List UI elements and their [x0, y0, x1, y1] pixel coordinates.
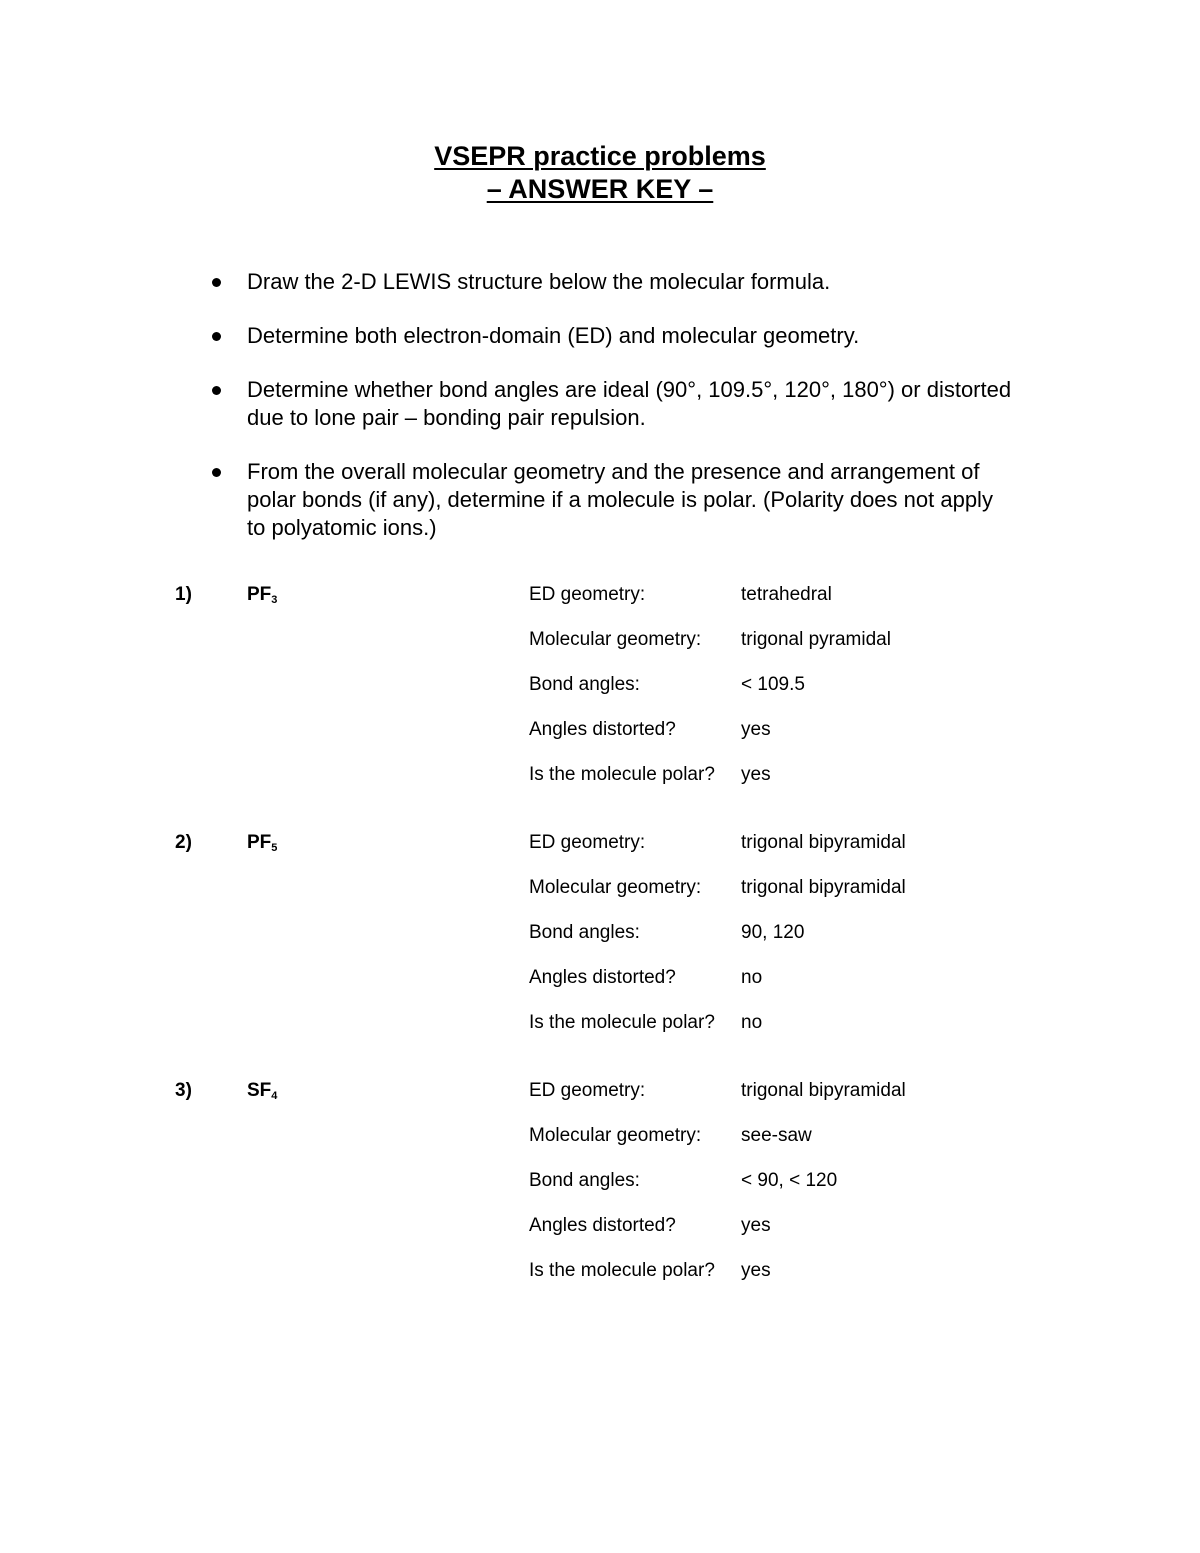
problem-number: 1) — [175, 584, 192, 605]
molecular-geometry-label: Molecular geometry: — [529, 629, 702, 650]
molecular-geometry-value: trigonal bipyramidal — [741, 877, 906, 898]
page-title: VSEPR practice problems — [434, 141, 766, 171]
bond-angles-label: Bond angles: — [529, 1170, 640, 1191]
angles-distorted-label: Angles distorted? — [529, 967, 676, 988]
bond-angles-label: Bond angles: — [529, 922, 640, 943]
instruction-text: Determine whether bond angles are ideal (90°, 109.5°, 120°, 180°) or distorted due to lone pair – bonding pair repulsion. — [247, 377, 1012, 430]
problem-number: 3) — [175, 1080, 192, 1101]
bond-angles-label: Bond angles: — [529, 674, 640, 695]
molecular-geometry-value: trigonal pyramidal — [741, 629, 891, 650]
angles-distorted-value: yes — [741, 719, 771, 740]
bullet-icon — [212, 468, 221, 477]
bond-angles-value: < 109.5 — [741, 674, 805, 695]
molecular-formula: $PF_3$ — [247, 584, 278, 606]
ed-geometry-label: ED geometry: — [529, 832, 646, 853]
molecular-formula: $PF_5$ — [247, 832, 278, 854]
polarity-label: Is the molecule polar? — [529, 1260, 715, 1281]
molecular-geometry-label: Molecular geometry: — [529, 1125, 702, 1146]
ed-geometry-value: tetrahedral — [741, 584, 832, 605]
instruction-text: From the overall molecular geometry and the presence and arrangement of polar bonds (if any), determine if a molecule is polar. (Polarity does not apply to polyatomic ions.) — [247, 459, 993, 540]
bullet-icon — [212, 332, 221, 341]
angles-distorted-label: Angles distorted? — [529, 719, 676, 740]
bond-angles-value: < 90, < 120 — [741, 1170, 838, 1191]
instruction-text: Determine both electron-domain (ED) and molecular geometry. — [247, 323, 860, 348]
angles-distorted-value: no — [741, 967, 763, 988]
polarity-value: yes — [741, 764, 771, 785]
polarity-label: Is the molecule polar? — [529, 1012, 715, 1033]
polarity-label: Is the molecule polar? — [529, 764, 715, 785]
molecular-geometry-value: see-saw — [741, 1125, 812, 1146]
ed-geometry-label: ED geometry: — [529, 584, 646, 605]
ed-geometry-label: ED geometry: — [529, 1080, 646, 1101]
polarity-value: yes — [741, 1260, 771, 1281]
ed-geometry-value: trigonal bipyramidal — [741, 1080, 906, 1101]
bullet-icon — [212, 278, 221, 287]
page-subtitle: – ANSWER KEY – — [486, 174, 714, 204]
molecular-formula: $SF_4$ — [247, 1080, 278, 1102]
angles-distorted-value: yes — [741, 1215, 771, 1236]
ed-geometry-value: trigonal bipyramidal — [741, 832, 906, 853]
molecular-geometry-label: Molecular geometry: — [529, 877, 702, 898]
bullet-icon — [212, 386, 221, 395]
instruction-text: Draw the 2-D LEWIS structure below the molecular formula. — [247, 269, 831, 294]
problem-number: 2) — [175, 832, 192, 853]
bond-angles-value: 90, 120 — [741, 922, 805, 943]
polarity-value: no — [741, 1012, 763, 1033]
angles-distorted-label: Angles distorted? — [529, 1215, 676, 1236]
